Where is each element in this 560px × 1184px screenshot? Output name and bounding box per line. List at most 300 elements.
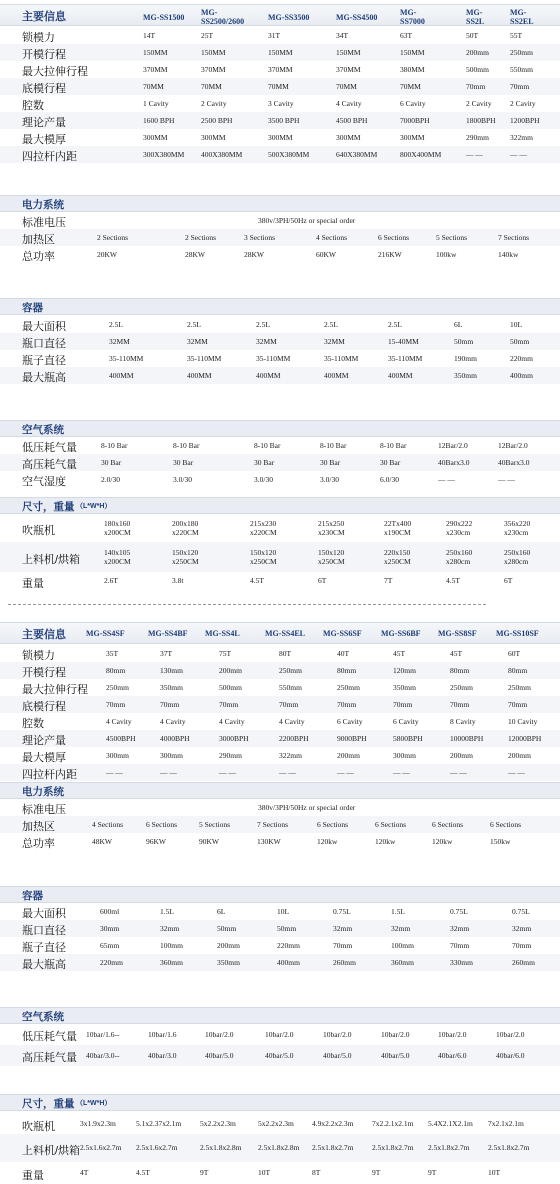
voltage-value: 380v/3PH/50Hz or special order [258,802,356,812]
spec-value: 4500 BPH [336,115,368,125]
spec-value: 37T [160,648,173,658]
power-row [0,816,560,833]
power-system-title: 电力系统 [22,199,64,211]
row-label: 锁模力 [22,32,55,44]
row-label: 最大瓶高 [22,959,66,971]
spec-value: 32mm [333,923,353,933]
size-weight-title-subtitle: （L*W*H） [76,503,112,510]
spec-value: 200mm [508,750,531,760]
spec-value: 300MM [268,132,293,142]
spec-value: 5.4X2.1X2.1m [428,1119,473,1128]
spec-value: 63T [400,30,413,40]
spec-value: 40bar/6.0 [438,1050,467,1060]
row-label: 总功率 [22,838,55,850]
spec-value: 215x250 x230CM [318,519,345,537]
spec-value: 120kw [317,836,338,846]
row-label: 标准电压 [22,804,66,816]
spec-value: 10bar/2.0 [205,1029,234,1039]
spec-value: 32mm [391,923,411,933]
spec-value: 40bar/5.0 [323,1050,352,1060]
spec-value: 4500BPH [106,733,136,743]
power-row [0,212,560,229]
spec-value: 10bar/2.0 [265,1029,294,1039]
spec-value: 3.8t [172,576,184,585]
spec-value: 20KW [97,249,117,259]
spec-value: 380MM [400,64,425,74]
row-label: 底模行程 [22,83,66,95]
spec-value: — — [393,767,410,777]
spec-value: 28KW [244,249,264,259]
spec-value: 3000BPH [219,733,249,743]
power-row [0,799,560,816]
spec-value: 70mm [337,699,357,709]
row-label: 最大瓶高 [22,372,66,384]
row-label: 最大拉伸行程 [22,66,88,78]
spec-value: 60T [508,648,521,658]
spec-value: 9T [428,1168,437,1177]
spec-value: 290mm [219,750,242,760]
spec-value: 300mm [393,750,416,760]
row-label: 重量 [22,577,44,590]
row-label: 最大模厚 [22,752,66,764]
spec-value: 400MM [187,370,212,380]
spec-value: 7 Sections [257,819,289,829]
spec-value: 2500 BPH [201,115,233,125]
spec-value: 45T [393,648,406,658]
spec-value: 50mm [277,923,297,933]
spec-value: 4 Cavity [219,716,245,726]
row-label: 四拉杆内距 [22,769,77,781]
spec-value: 350mm [160,682,183,692]
power-row [0,246,560,263]
spec-value: 6 Sections [375,819,407,829]
spec-value: 12Bar/2.0 [498,440,528,450]
size-row [0,1134,560,1162]
spec-value: 300MM [336,132,361,142]
spec-value: 220mm [277,940,300,950]
spec-value: 250mm [337,682,360,692]
spec-value: 7x2.2.1x2.1m [372,1119,414,1128]
spec-value: 370MM [201,64,226,74]
spec-value: 40bar/5.0 [381,1050,410,1060]
spec-value: 8-10 Bar [380,440,407,450]
model-name: MG-SS8SF [438,629,477,638]
spec-value: 500X380MM [268,149,310,159]
spec-value: 2.6T [104,576,118,585]
spec-value: 4.5T [446,576,460,585]
spec-value: 3.0/30 [320,474,339,484]
spec-value: 140kw [498,249,519,259]
spec-value: 350mm [393,682,416,692]
spec-value: 80mm [106,665,126,675]
spec-value: — — [337,767,354,777]
row-label: 低压耗气量 [22,442,77,454]
air-row [0,1045,560,1066]
air-row [0,1024,560,1045]
main-info-row [0,129,560,146]
row-label: 最大模厚 [22,134,66,146]
spec-value: 75T [219,648,232,658]
spec-value: 322mm [510,132,533,142]
power-system-title-band [0,782,560,799]
spec-value: 35-110MM [324,353,359,363]
spec-value: 35-110MM [388,353,423,363]
row-label: 标准电压 [22,217,66,229]
spec-value: 32MM [109,336,130,346]
main-info-row [0,112,560,129]
spec-value: 300MM [201,132,226,142]
spec-value: — — [219,767,236,777]
spec-value: 6 Sections [378,232,410,242]
row-label: 上料机/烘箱 [22,1144,81,1157]
container-row [0,937,560,954]
spec-value: 50T [466,30,479,40]
spec-value: 260mm [333,957,356,967]
spec-value: 400MM [324,370,349,380]
row-label: 开模行程 [22,49,66,61]
spec-value: 130KW [257,836,281,846]
spec-value: — — [438,474,455,484]
spec-value: 150x120 x250CM [172,548,199,566]
spec-value: — — [279,767,296,777]
spec-value: 500mm [466,64,489,74]
spec-value: 330mm [450,957,473,967]
spec-value: 4 Cavity [336,98,362,108]
container-row [0,350,560,367]
spec-value: 70mm [393,699,413,709]
spec-value: 80mm [337,665,357,675]
spec-value: 30 Bar [320,457,341,467]
spec-value: 130mm [160,665,183,675]
spec-value: 200x180 x220CM [172,519,199,537]
row-label: 瓶子直径 [22,942,66,954]
spec-value: 65mm [100,940,120,950]
spec-value: 12Bar/2.0 [438,440,468,450]
spec-value: 30mm [100,923,120,933]
spec-value: 70mm [450,699,470,709]
spec-value: 6 Sections [432,819,464,829]
spec-value: 5x2.2x2.3m [258,1119,294,1128]
spec-value: 4.9x2.2x2.3m [312,1119,354,1128]
spec-value: 400X380MM [201,149,243,159]
spec-value: 9T [372,1168,381,1177]
row-label: 高压耗气量 [22,459,77,471]
spec-value: 2 Sections [97,232,129,242]
main-info-row [0,764,560,781]
spec-value: 6L [454,319,463,329]
spec-value: 25T [201,30,214,40]
spec-value: 200mm [466,47,489,57]
row-label: 腔数 [22,100,44,112]
spec-value: 6 Cavity [400,98,426,108]
spec-value: 250mm [510,47,533,57]
power-system-title-band [0,195,560,212]
row-label: 瓶子直径 [22,355,66,367]
container-title: 容器 [22,302,43,314]
spec-value: 400mm [277,957,300,967]
spec-value: 4.5T [250,576,264,585]
spec-value: 220x150 x250CM [384,548,411,566]
spec-value: 5 Sections [199,819,231,829]
container-row [0,920,560,937]
row-label: 吹瓶机 [22,1120,55,1133]
spec-value: 6T [504,576,513,585]
spec-value: 1800BPH [466,115,496,125]
spec-value: — — [450,767,467,777]
spec-value: 1 Cavity [143,98,169,108]
container-row [0,367,560,384]
model-name: MG-SS4500 [336,13,378,22]
spec-value: 2.5x1.6x2.7m [136,1143,178,1152]
spec-value: 2 Cavity [510,98,536,108]
spec-value: 40Barx3.0 [498,457,530,467]
spec-value: 40bar/3.0 [148,1050,177,1060]
main-info-row [0,44,560,61]
model-name: MG-SS1500 [143,13,185,22]
spec-value: — — [106,767,123,777]
spec-value: 5.1x2.37x2.1m [136,1119,182,1128]
model-name: MG-SS4SF [86,629,125,638]
spec-value: 3.0/30 [173,474,192,484]
spec-value: 55T [510,30,523,40]
air-row [0,471,560,488]
power-row [0,833,560,850]
spec-value: 3 Cavity [268,98,294,108]
spec-value: 70mm [219,699,239,709]
spec-value: 100kw [436,249,457,259]
spec-value: 150x120 x250CM [318,548,345,566]
spec-value: 220mm [510,353,533,363]
spec-value: 400MM [256,370,281,380]
row-label: 理论产量 [22,117,66,129]
spec-value: 3x1.9x2.3m [80,1119,116,1128]
spec-value: 7000BPH [400,115,430,125]
spec-value: 70mm [450,940,470,950]
spec-value: 400MM [388,370,413,380]
row-label: 腔数 [22,718,44,730]
spec-value: 4 Cavity [106,716,132,726]
spec-value: 800X400MM [400,149,442,159]
spec-value: 70MM [201,81,222,91]
spec-value: 2.5L [187,319,201,329]
spec-value: 2.5L [388,319,402,329]
spec-value: 70mm [333,940,353,950]
spec-value: — — [510,149,527,159]
spec-value: 70mm [466,81,486,91]
spec-value: 10bar/2.0 [323,1029,352,1039]
model-name: MG-SS3500 [268,13,310,22]
spec-value: 250mm [279,665,302,675]
spec-value: 250x160 x280cm [446,548,473,566]
spec-value: 300mm [160,750,183,760]
spec-value: 10bar/2.0 [496,1029,525,1039]
row-label: 瓶口直径 [22,925,66,937]
spec-value: 48KW [92,836,112,846]
spec-value: 300X380MM [143,149,185,159]
spec-value: 250mm [450,682,473,692]
spec-value: 250mm [508,682,531,692]
spec-value: 4 Cavity [279,716,305,726]
spec-value: 22Tx400 x190CM [384,519,412,537]
spec-value: 8 Cavity [450,716,476,726]
spec-value: 80mm [450,665,470,675]
spec-value: 0.75L [333,906,351,916]
spec-value: 10 Cavity [508,716,538,726]
spec-value: 4 Cavity [160,716,186,726]
spec-value: 10L [510,319,523,329]
spec-value: 2 Sections [185,232,217,242]
container-row [0,316,560,333]
spec-value: 40bar/3.0-- [86,1050,120,1060]
spec-value: 14T [143,30,156,40]
model-name: MG-SS7000 [400,8,425,26]
air-system-title-band [0,1007,560,1024]
spec-value: 370MM [143,64,168,74]
spec-value: 322mm [279,750,302,760]
main-info-row [0,747,560,764]
spec-value: 150MM [400,47,425,57]
spec-value: 2.5L [256,319,270,329]
main-info-title: 主要信息 [22,11,66,23]
spec-value: 2200BPH [279,733,309,743]
spec-value: 10bar/1.6-- [86,1029,120,1039]
spec-value: 2.5x1.8x2.8m [258,1143,300,1152]
spec-value: 150MM [336,47,361,57]
main-info-row [0,730,560,747]
model-name: MG-SS10SF [496,629,539,638]
spec-value: 200mm [217,940,240,950]
spec-value: 28KW [185,249,205,259]
spec-value: 70MM [143,81,164,91]
row-label: 吹瓶机 [22,524,55,537]
spec-value: 550mm [279,682,302,692]
spec-value: 260mm [512,957,535,967]
spec-value: 2.5L [324,319,338,329]
spec-value: 6T [318,576,327,585]
model-name: MG-SS4EL [265,629,306,638]
main-info-row [0,662,560,679]
spec-value: 2.0/30 [101,474,120,484]
spec-value: 2.5x1.8x2.7m [488,1143,530,1152]
main-info-row [0,27,560,44]
spec-value: 2.5x1.6x2.7m [80,1143,122,1152]
model-name: MG-SS2500/2600 [201,8,245,26]
spec-value: 150MM [143,47,168,57]
spec-value: 4.5T [136,1168,150,1177]
spec-value: 8-10 Bar [320,440,347,450]
spec-value: 350mm [217,957,240,967]
main-info-row [0,78,560,95]
spec-value: 370MM [268,64,293,74]
voltage-value: 380v/3PH/50Hz or special order [258,215,356,225]
spec-value: 70MM [336,81,357,91]
air-system-title: 空气系统 [22,424,64,436]
model-name: MG-SS6BF [381,629,421,638]
spec-value: 356x220 x230cm [504,519,531,537]
spec-value: 30 Bar [380,457,401,467]
spec-value: 0.75L [512,906,530,916]
spec-value: 5 Sections [436,232,468,242]
spec-value: 360mm [391,957,414,967]
spec-value: 300MM [400,132,425,142]
air-system-title-band [0,420,560,437]
spec-value: 640X380MM [336,149,378,159]
row-label: 瓶口直径 [22,338,66,350]
main-info-row [0,61,560,78]
spec-value: 3.0/30 [254,474,273,484]
spec-value: 5800BPH [393,733,423,743]
spec-value: 45T [450,648,463,658]
spec-value: 70mm [508,699,528,709]
spec-value: 350mm [454,370,477,380]
air-row [0,437,560,454]
spec-value: 8T [312,1168,321,1177]
container-title: 容器 [22,890,43,902]
spec-value: 4 Sections [92,819,124,829]
spec-value: 4000BPH [160,733,190,743]
model-name: MG-SS2L [466,8,485,26]
spec-value: 50mm [217,923,237,933]
spec-value: 250x160 x280cm [504,548,531,566]
spec-value: 30 Bar [254,457,275,467]
spec-value: 70MM [268,81,289,91]
table-divider [8,604,486,605]
spec-value: — — [466,149,483,159]
spec-value: 3500 BPH [268,115,300,125]
spec-value: 6 Cavity [393,716,419,726]
spec-value: 3 Sections [244,232,276,242]
spec-value: 250mm [106,682,129,692]
spec-value: 190mm [454,353,477,363]
spec-value: 96KW [146,836,166,846]
spec-value: 150MM [268,47,293,57]
spec-value: 2.5x1.8x2.7m [428,1143,470,1152]
spec-value: 34T [336,30,349,40]
air-system-title: 空气系统 [22,1011,64,1023]
spec-value: 40Barx3.0 [438,457,470,467]
row-label: 四拉杆内距 [22,151,77,163]
container-title-band [0,886,560,903]
spec-value: 290mm [466,132,489,142]
row-label: 底模行程 [22,701,66,713]
spec-value: 10T [488,1168,501,1177]
spec-value: 31T [268,30,281,40]
spec-value: 6 Sections [317,819,349,829]
row-label: 开模行程 [22,667,66,679]
model-name: MG-SS4L [205,629,240,638]
size-row [0,542,560,572]
spec-value: 1600 BPH [143,115,175,125]
spec-value: 1.5L [160,906,174,916]
spec-value: 8-10 Bar [173,440,200,450]
spec-value: 220mm [100,957,123,967]
spec-value: 0.75L [450,906,468,916]
spec-value: 1.5L [391,906,405,916]
model-name: MG-SS6SF [323,629,362,638]
spec-value: 70mm [279,699,299,709]
spec-value: 30 Bar [101,457,122,467]
spec-value: 550mm [510,64,533,74]
spec-header-row [0,622,560,644]
spec-value: 50mm [510,336,530,346]
power-row [0,229,560,246]
spec-value: 9000BPH [337,733,367,743]
spec-value: 70MM [400,81,421,91]
spec-value: 35-110MM [109,353,144,363]
row-label: 重量 [22,1169,44,1182]
spec-value: 6.0/30 [380,474,399,484]
spec-value: 8-10 Bar [101,440,128,450]
